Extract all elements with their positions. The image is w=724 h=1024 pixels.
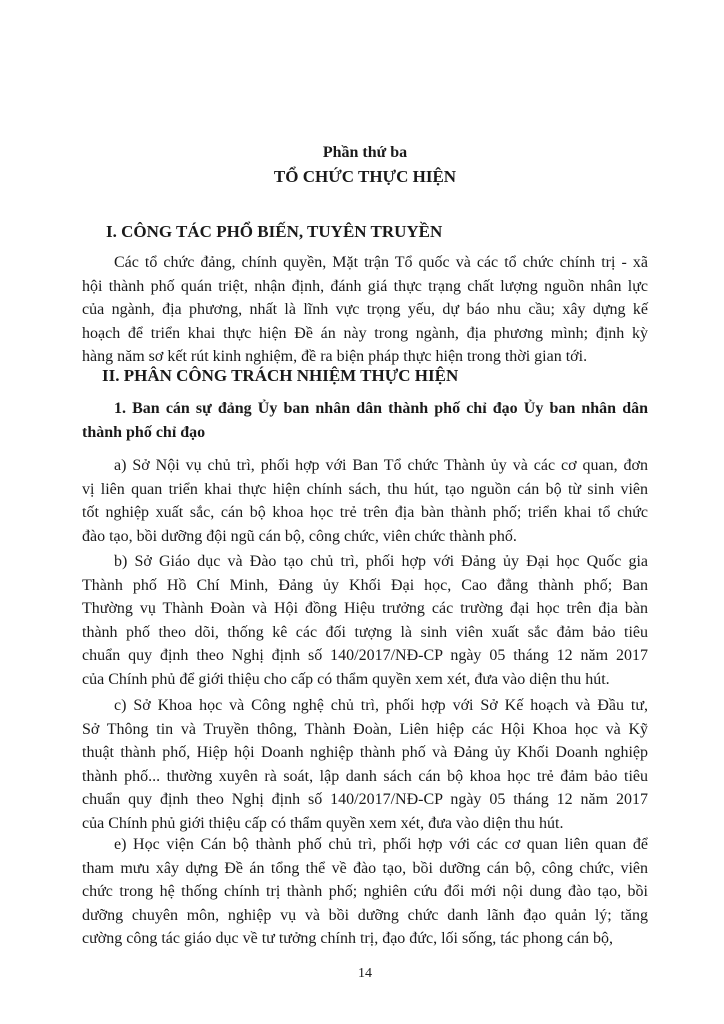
item-e-paragraph (82, 833, 648, 951)
text-line: hội thành phố quán triệt, nhận định, đánh giá thực trạng chất lượng nguồn nhân lực (82, 277, 648, 295)
text-line: đào tạo, bồi dưỡng đội ngũ cán bộ, công chức, viên chức thành phố. (82, 527, 517, 545)
text-line: cường công tác giáo dục về tư tưởng chính trị, đạo đức, lối sống, tác phong cán bộ, (82, 930, 614, 948)
text-line: chức trong hệ thống chính trị thành phố; nghiên cứu đổi mới nội dung đào tạo, bồi (82, 883, 648, 901)
section-1-paragraph (82, 251, 648, 369)
text-line: thành phố chỉ đạo (82, 423, 206, 441)
text-line: hàng năm sơ kết rút kinh nghiệm, đề ra biện pháp thực hiện trong thời gian tới. (82, 348, 588, 366)
page-number: 14 (358, 966, 372, 981)
text-line: thuật thành phố, Hiệp hội Doanh nghiệp thành phố và Đảng ủy Khối Doanh nghiệp (82, 744, 648, 762)
section-2-subheading (82, 397, 648, 444)
item-b-paragraph (82, 550, 648, 692)
text-line: Thành phố Hồ Chí Minh, Đảng ủy Khối Đại học, Cao đẳng thành phố; Ban (82, 576, 648, 594)
text-line: tham mưu xây dựng Đề án tổng thể về đào tạo, bồi dưỡng cán bộ, công chức, viên (82, 859, 648, 877)
text-line: c) Sở Khoa học và Công nghệ chủ trì, phối hợp với Sở Kế hoạch và Đầu tư, (114, 697, 648, 714)
text-line: Các tổ chức đảng, chính quyền, Mặt trận Tổ quốc và các tổ chức chính trị - xã (114, 254, 648, 271)
text-line: của Chính phủ giới thiệu cấp có thẩm quyền xem xét, đưa vào diện thu hút. (82, 814, 564, 832)
item-a-paragraph (82, 454, 648, 548)
section-2-heading: II. PHÂN CÔNG TRÁCH NHIỆM THỰC HIỆN (102, 366, 459, 385)
text-line: Sở Thông tin và Truyền thông, Thành Đoàn, Liên hiệp các Hội Khoa học và Kỹ (82, 720, 648, 738)
text-line: tốt nghiệp xuất sắc, cán bộ khoa học trẻ trên địa bàn thành phố; triển khai tổ chức (82, 504, 648, 522)
text-line: thành phố theo dõi, thống kê các đối tượng là sinh viên xuất sắc đảm bảo tiêu (82, 623, 648, 641)
text-line: e) Học viện Cán bộ thành phố chủ trì, phối hợp với các cơ quan liên quan để (114, 836, 648, 853)
part-title: TỔ CHỨC THỰC HIỆN (273, 167, 457, 186)
item-c-paragraph (82, 694, 648, 836)
text-line: thành phố... thường xuyên rà soát, lập danh sách cán bộ khoa học trẻ đảm bảo tiêu (82, 767, 648, 785)
text-line: vị liên quan triển khai thực hiện chính sách, thu hút, tạo nguồn cán bộ từ sinh viên (82, 480, 648, 498)
text-line: Thường vụ Thành Đoàn và Hội đồng Hiệu trưởng các trường đại học trên địa bàn (82, 600, 648, 618)
text-line: của Chính phủ để giới thiệu cho cấp có thẩm quyền xem xét, đưa vào diện thu hút. (82, 670, 610, 688)
text-line: b) Sở Giáo dục và Đào tạo chủ trì, phối hợp với Đảng ủy Đại học Quốc gia (114, 553, 648, 570)
part-label: Phần thứ ba (322, 144, 408, 161)
text-line: chuẩn quy định theo Nghị định số 140/2017/NĐ-CP ngày 05 tháng 12 năm 2017 (82, 647, 648, 665)
text-line: 1. Ban cán sự đảng Ủy ban nhân dân thành phố chỉ đạo Ủy ban nhân dân (114, 400, 648, 417)
text-line: dưỡng chuyên môn, nghiệp vụ và bồi dưỡng chức danh lãnh đạo quản lý; tăng (82, 906, 648, 924)
text-line: a) Sở Nội vụ chủ trì, phối hợp với Ban Tổ chức Thành ủy và các cơ quan, đơn (114, 457, 648, 474)
text-line: chuẩn quy định theo Nghị định số 140/2017/NĐ-CP ngày 05 tháng 12 năm 2017 (82, 791, 648, 809)
section-1-heading: I. CÔNG TÁC PHỔ BIẾN, TUYÊN TRUYỀN (106, 222, 443, 241)
text-line: hoạch để triển khai thực hiện Đề án này trong ngành, địa phương mình; định kỳ (82, 324, 648, 342)
text-line: của ngành, địa phương, nhất là lĩnh vực trọng yếu, dự báo nhu cầu; xây dựng kế (82, 301, 648, 319)
